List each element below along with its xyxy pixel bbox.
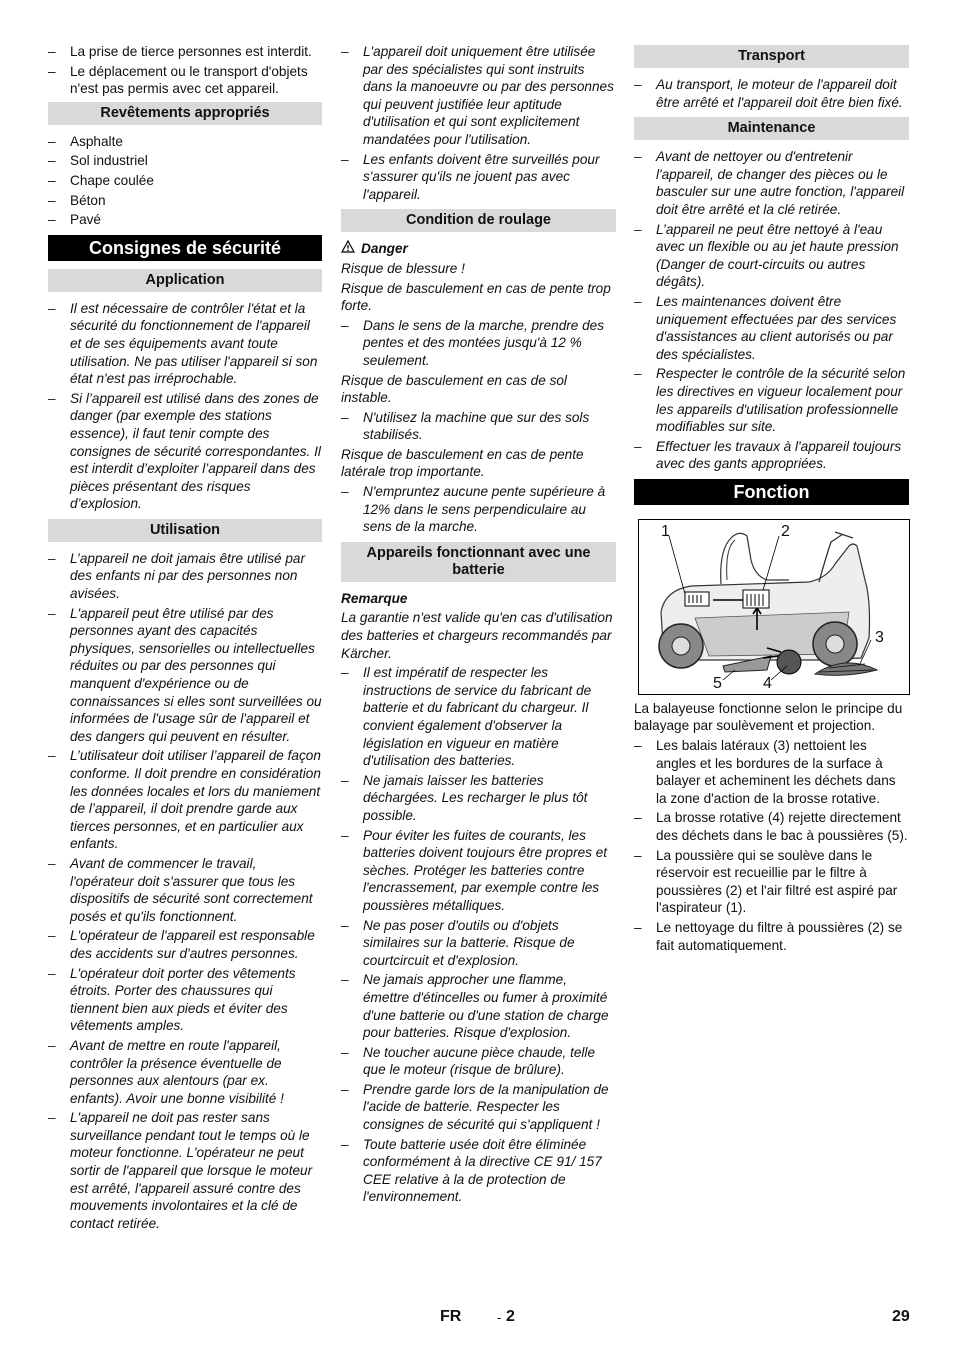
- section-heading-application: Application: [48, 269, 322, 292]
- transport-list: [634, 76, 909, 111]
- list-item: – La brosse rotative (4) rejette directement des déchets dans le bac à poussières (5).: [634, 809, 909, 844]
- battery-list: [341, 664, 616, 1206]
- figure-label-3: 3: [875, 628, 884, 646]
- list-item: – N'empruntez aucune pente supérieure à 12% dans le sens perpendiculaire au sens de la marche.: [341, 483, 616, 536]
- section-heading-surfaces: Revêtements appropriés: [48, 102, 322, 125]
- list-item: – Asphalte: [48, 133, 322, 151]
- list-item: – Béton: [48, 192, 322, 210]
- column-1: [48, 43, 322, 1234]
- footer-dash: -: [497, 1310, 502, 1325]
- section-heading-maintenance: Maintenance: [634, 117, 909, 140]
- note-label: Remarque: [341, 590, 408, 606]
- language-code: FR: [440, 1308, 462, 1325]
- list-item: – Les enfants doivent être surveillés pour s'assurer qu'ils ne jouent pas avec l'appareil.: [341, 151, 616, 204]
- list-item: – Avant de mettre en route l'appareil, contrôler la présence éventuelle de personnes aux alentours (par ex. enfants). Avoir une bonne visibilité !: [48, 1037, 322, 1107]
- page-footer: [0, 1308, 954, 1328]
- list-item: – N'utilisez la machine que sur des sols stabilisés.: [341, 409, 616, 444]
- paragraph: Risque de basculement en cas de pente trop forte.: [341, 280, 611, 314]
- paragraph: Risque de basculement en cas de sol instable.: [341, 372, 567, 406]
- warning-triangle-icon: [341, 240, 355, 258]
- list-item: – Les maintenances doivent être uniquement effectuées par des services d'assistances au client autorisés ou par des spécialistes.: [634, 293, 909, 363]
- maintenance-list: [634, 148, 909, 473]
- list-item: – Dans le sens de la marche, prendre des pentes et des montées jusqu'à 12 % seulement.: [341, 317, 616, 370]
- list-item: – Avant de nettoyer ou d'entretenir l'appareil, de changer des pièces ou le basculer sur une autre fonction, l'appareil doit être arrêté et la clé retirée.: [634, 148, 909, 218]
- danger-label: [341, 240, 616, 258]
- section-heading-battery: Appareils fonctionnant avec une batterie: [341, 542, 616, 582]
- column-2: [341, 43, 616, 1208]
- chapter-heading-function: Fonction: [634, 479, 909, 505]
- list-item: – Il est nécessaire de contrôler l'état et la sécurité du fonctionnement de l'appareil et de ses équipements avant toute utilisation. Ne pas utiliser l'appareil si son état n'est pas irréprochable.: [48, 300, 322, 388]
- list-item: – L'appareil ne doit pas rester sans surveillance pendant tout le temps où le moteur fonctionne. L'opérateur ne peut sortir de l'appareil que lorsque le moteur est arrêté, l'appareil assuré contre des mouvements involontaires et la clé de contact retirée.: [48, 1109, 322, 1232]
- list-item: – Avant de commencer le travail, l'opérateur doit s'assurer que tous les dispositifs de sécurité sont correctement posés et qu'ils fonctionnent.: [48, 855, 322, 925]
- list-item: – Effectuer les travaux à l'appareil toujours avec des gants appropriées.: [634, 438, 909, 473]
- list-item: – L’appareil ne doit jamais être utilisé par des enfants ni par des personnes non avisées.: [48, 550, 322, 603]
- paragraph: Risque de blessure !: [341, 260, 465, 276]
- list-item: – Respecter le contrôle de la sécurité selon les directives en vigueur localement pour les appareils d'utilisation professionnelle modifiables sur site.: [634, 365, 909, 435]
- page-number: 29: [892, 1308, 910, 1325]
- list-item: – La poussière qui se soulève dans le réservoir est recueillie par le filtre à poussières (2) et l'air filtré est aspiré par l'aspirateur (1).: [634, 847, 909, 917]
- list-item: – Chape coulée: [48, 172, 322, 190]
- danger-text: Danger: [361, 241, 408, 257]
- battery-text: [341, 609, 616, 1206]
- list-item: – La prise de tierce personnes est interdit.: [48, 43, 322, 61]
- list-item: – L’utilisateur doit utiliser l’appareil de façon conforme. Il doit prendre en considération les données locales et lors du maniement de l’appareil, il doit prendre garde aux tierces personnes, et en particulier aux enfants.: [48, 747, 322, 853]
- list-item: – L’appareil ne peut être nettoyé à l'eau avec un flexible ou au jet haute pression (Danger de court-circuits ou autres dégâts).: [634, 221, 909, 291]
- figure-label-1: 1: [661, 522, 670, 540]
- section-number: 2: [506, 1308, 515, 1325]
- paragraph: Risque de basculement en cas de pente latérale trop importante.: [341, 446, 584, 480]
- list-item: – L'opérateur doit porter des vêtements étroits. Porter des chaussures qui tiennent bien aux pieds et éviter des vêtements amples.: [48, 965, 322, 1035]
- list-item: – Sol industriel: [48, 152, 322, 170]
- list-item: – Ne toucher aucune pièce chaude, telle que le moteur (risque de brûlure).: [341, 1044, 616, 1079]
- list-item: – Toute batterie usée doit être éliminée conformément à la directive CE 91/ 157 CEE relative à la de protection de l'environnement.: [341, 1136, 616, 1206]
- list-item: – Pavé: [48, 211, 322, 229]
- list-item: – Ne pas poser d'outils ou d'objets similaires sur la batterie. Risque de courtcircuit et d'explosion.: [341, 917, 616, 970]
- list-item: – Pour éviter les fuites de courants, les batteries doivent toujours être propres et sèches. Protéger les batteries contre l'encrassement, par exemple contre les poussières métalliques.: [341, 827, 616, 915]
- section-heading-transport: Transport: [634, 45, 909, 68]
- list-item: – Au transport, le moteur de l'appareil doit être arrêté et l'appareil doit être bien fixé.: [634, 76, 909, 111]
- figure-label-2: 2: [781, 522, 790, 540]
- application-list: [48, 300, 322, 513]
- top-list: [341, 43, 616, 203]
- list-item: – Le déplacement ou le transport d'objets n'est pas permis avec cet appareil.: [48, 63, 322, 98]
- sweeper-diagram: [638, 519, 910, 695]
- figure-label-4: 4: [763, 674, 772, 692]
- section-heading-driving: Condition de roulage: [341, 209, 616, 232]
- list-item: – Les balais latéraux (3) nettoient les angles et les bordures de la surface à balayer et acheminent les déchets dans la zone d'action de la brosse rotative.: [634, 737, 909, 807]
- driving-text: [341, 260, 616, 536]
- column-3: [634, 43, 909, 956]
- section-heading-utilisation: Utilisation: [48, 519, 322, 542]
- surfaces-list: [48, 133, 322, 229]
- list-item: – L'appareil doit uniquement être utilisée par des spécialistes qui sont instruits dans la manoeuvre ou par des personnes qui peuvent justifiée leur aptitude d'utilisation et qui sont explicitement mandatées pour l'utilisation.: [341, 43, 616, 149]
- list-item: – Ne jamais approcher une flamme, émettre d'étincelles ou fumer à proximité d'une batterie ou d'une station de charge pour batteries. Risque d'explosion.: [341, 971, 616, 1041]
- chapter-heading-safety: Consignes de sécurité: [48, 235, 322, 261]
- paragraph: La garantie n'est valide qu'en cas d'utilisation des batteries et chargeurs recommandés par Kärcher.: [341, 610, 613, 661]
- list-item: – L'appareil peut être utilisé par des personnes ayant des capacités physiques, sensorielles ou intellectuelles réduites ou par des personnes qui manquent d'expérience ou de connaissances si elles sont surveillées ou informées de l'usage sûr de l'appareil et des dangers qui peuvent en résulter.: [48, 605, 322, 746]
- top-list: [48, 43, 322, 98]
- list-item: – Le nettoyage du filtre à poussières (2) se fait automatiquement.: [634, 919, 909, 954]
- function-list: [634, 737, 909, 954]
- list-item: – Si l’appareil est utilisé dans des zones de danger (par exemple des stations essence), il faut tenir compte des consignes de sécurité correspondantes. Il est interdit d’exploiter l’appareil dans des pièces présentant des risques d’explosion.: [48, 390, 322, 513]
- utilisation-list: [48, 550, 322, 1233]
- list-item: – L'opérateur de l'appareil est responsable des accidents sur d'autres personnes.: [48, 927, 322, 962]
- figure-label-5: 5: [713, 674, 722, 692]
- list-item: – Ne jamais laisser les batteries déchargées. Les recharger le plus tôt possible.: [341, 772, 616, 825]
- list-item: – Prendre garde lors de la manipulation de l'acide de batterie. Respecter les consignes de sécurité qui s'appliquent !: [341, 1081, 616, 1134]
- sweeper-illustration: [639, 520, 909, 694]
- function-intro: La balayeuse fonctionne selon le principe du balayage par soulèvement et projection.: [634, 700, 903, 734]
- list-item: – Il est impératif de respecter les instructions de service du fabricant de batterie et du fabricant du chargeur. Il convient également d'observer la législation en vigueur en matière d'utilisation des batteries.: [341, 664, 616, 770]
